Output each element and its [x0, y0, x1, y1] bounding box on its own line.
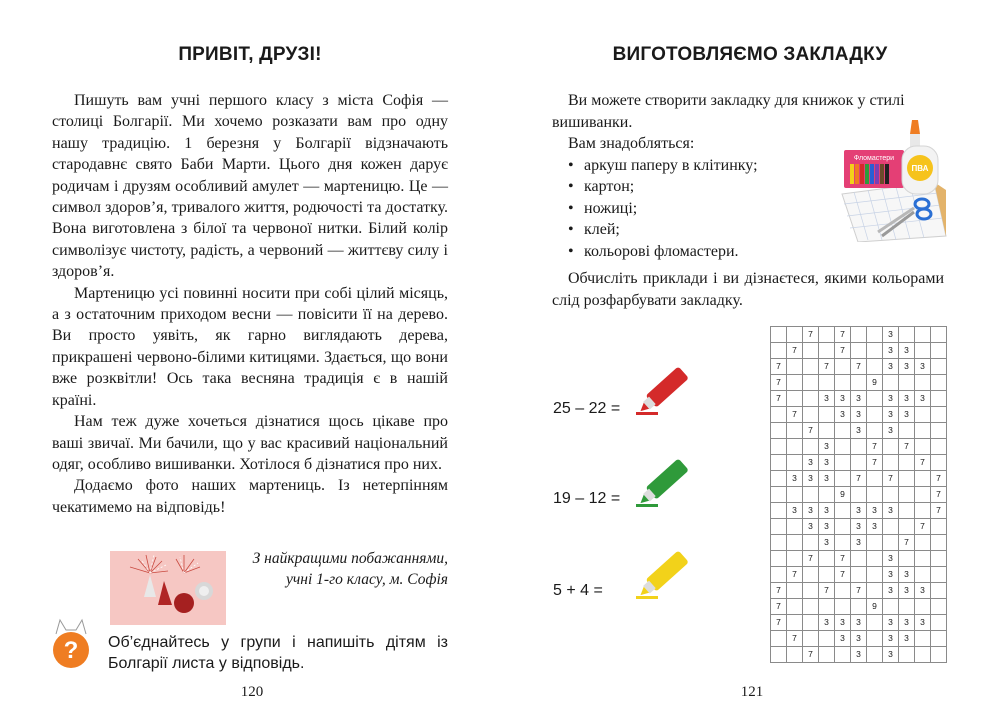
grid-cell: 7	[867, 439, 883, 455]
grid-cell: 3	[883, 631, 899, 647]
page-number: 121	[740, 684, 764, 700]
grid-cell	[771, 487, 787, 503]
grid-cell	[819, 631, 835, 647]
list-item: • картон;	[568, 178, 635, 195]
grid-cell	[931, 439, 947, 455]
grid-row	[771, 535, 947, 551]
grid-cell	[867, 343, 883, 359]
grid-cell: 3	[851, 535, 867, 551]
needs-label: Вам знадобляться:	[568, 135, 695, 152]
grid-cell: 3	[835, 407, 851, 423]
grid-cell	[931, 519, 947, 535]
grid-cell	[819, 487, 835, 503]
grid-cell	[835, 423, 851, 439]
grid-cell: 3	[835, 631, 851, 647]
grid-cell: 3	[835, 391, 851, 407]
grid-cell	[931, 567, 947, 583]
signature-line: учні 1-го класу, м. Софія	[286, 571, 448, 588]
grid-cell	[787, 519, 803, 535]
grid-cell	[787, 583, 803, 599]
grid-cell: 7	[771, 583, 787, 599]
equation: 19 – 12 =	[553, 490, 621, 507]
list-item: • клей;	[568, 221, 620, 238]
grid-cell	[915, 551, 931, 567]
grid-cell: 3	[915, 583, 931, 599]
grid-cell: 3	[883, 583, 899, 599]
grid-cell	[899, 519, 915, 535]
grid-cell	[915, 647, 931, 663]
grid-cell	[835, 647, 851, 663]
grid-cell: 3	[819, 535, 835, 551]
grid-cell	[851, 487, 867, 503]
grid-row	[771, 631, 947, 647]
grid-cell	[931, 375, 947, 391]
grid-cell: 3	[915, 615, 931, 631]
grid-cell	[819, 375, 835, 391]
grid-row	[771, 583, 947, 599]
grid-cell: 7	[931, 471, 947, 487]
grid-cell: 3	[899, 359, 915, 375]
grid-cell: 3	[883, 503, 899, 519]
grid-cell: 7	[851, 359, 867, 375]
grid-cell: 7	[899, 439, 915, 455]
grid-cell	[915, 439, 931, 455]
grid-cell: 7	[819, 359, 835, 375]
grid-cell	[835, 359, 851, 375]
grid-cell	[803, 343, 819, 359]
grid-cell	[867, 391, 883, 407]
grid-cell: 9	[835, 487, 851, 503]
grid-row	[771, 567, 947, 583]
grid-cell	[899, 599, 915, 615]
grid-cell	[899, 503, 915, 519]
glue-label: ПВА	[911, 164, 929, 173]
grid-cell: 3	[883, 423, 899, 439]
grid-cell	[803, 487, 819, 503]
grid-cell	[787, 359, 803, 375]
grid-cell	[787, 487, 803, 503]
grid-row	[771, 423, 947, 439]
grid-cell: 3	[819, 455, 835, 471]
grid-cell	[771, 535, 787, 551]
grid-cell: 3	[803, 471, 819, 487]
grid-cell: 3	[819, 391, 835, 407]
grid-cell	[931, 647, 947, 663]
grid-cell	[787, 327, 803, 343]
grid-row	[771, 439, 947, 455]
grid-cell: 3	[899, 615, 915, 631]
grid-cell: 7	[803, 423, 819, 439]
svg-text:?: ?	[63, 637, 79, 664]
grid-cell	[899, 551, 915, 567]
grid-cell: 9	[867, 375, 883, 391]
grid-cell	[803, 375, 819, 391]
grid-cell: 7	[883, 471, 899, 487]
grid-row	[771, 455, 947, 471]
grid-cell	[867, 583, 883, 599]
grid-cell: 3	[883, 343, 899, 359]
grid-cell	[915, 327, 931, 343]
grid-cell	[771, 343, 787, 359]
grid-cell	[771, 407, 787, 423]
grid-cell: 7	[931, 503, 947, 519]
grid-cell	[899, 487, 915, 503]
grid-cell	[899, 647, 915, 663]
grid-cell	[867, 471, 883, 487]
grid-cell: 3	[787, 471, 803, 487]
grid-cell: 3	[803, 503, 819, 519]
grid-cell: 3	[851, 647, 867, 663]
grid-cell	[819, 567, 835, 583]
grid-cell	[771, 631, 787, 647]
letter-paragraph: Додаємо фото наших мартениць. Із нетерпінням чекатимемо на відповідь!	[52, 477, 448, 516]
grid-cell	[931, 583, 947, 599]
grid-cell	[851, 599, 867, 615]
grid-cell: 7	[915, 519, 931, 535]
question-mascot-icon	[48, 614, 94, 670]
grid-cell	[819, 343, 835, 359]
grid-cell: 7	[915, 455, 931, 471]
grid-cell: 7	[835, 567, 851, 583]
grid-cell: 7	[803, 647, 819, 663]
grid-cell	[771, 327, 787, 343]
grid-cell	[851, 343, 867, 359]
grid-cell	[771, 455, 787, 471]
grid-cell: 3	[787, 503, 803, 519]
grid-cell: 7	[835, 343, 851, 359]
bookmark-grid	[770, 326, 947, 663]
grid-cell	[835, 455, 851, 471]
letter-paragraph: Мартеницю усі повинні носити при собі цілий місяць, а з остаточним приходом весни — повісити її на дерево. Ви просто уявіть, як гарно виглядають дерева, прикрашені червоно-білими китицями. Здається, що вони вже розквітли! Ось така весняна традиція є в нашій країні.	[52, 284, 448, 409]
grid-cell: 3	[883, 327, 899, 343]
grid-cell	[931, 631, 947, 647]
intro-text: Ви можете створити закладку для книжок у стилі вишиванки.	[552, 92, 905, 131]
grid-cell: 3	[899, 583, 915, 599]
grid-cell: 3	[883, 391, 899, 407]
grid-cell	[883, 455, 899, 471]
grid-cell	[931, 407, 947, 423]
grid-cell: 3	[899, 567, 915, 583]
grid-cell	[771, 551, 787, 567]
grid-cell	[771, 439, 787, 455]
grid-cell: 3	[899, 391, 915, 407]
grid-cell	[819, 407, 835, 423]
martenitsa-photo	[110, 551, 226, 625]
grid-row	[771, 487, 947, 503]
grid-cell	[931, 615, 947, 631]
grid-cell: 3	[883, 567, 899, 583]
grid-row	[771, 503, 947, 519]
grid-row	[771, 407, 947, 423]
grid-cell: 7	[851, 583, 867, 599]
grid-cell	[787, 615, 803, 631]
grid-cell: 3	[883, 647, 899, 663]
grid-cell	[867, 423, 883, 439]
grid-cell	[883, 487, 899, 503]
grid-cell: 9	[867, 599, 883, 615]
grid-cell	[915, 535, 931, 551]
grid-cell	[835, 471, 851, 487]
grid-cell: 7	[819, 583, 835, 599]
grid-cell: 3	[851, 503, 867, 519]
grid-cell: 7	[803, 551, 819, 567]
grid-cell	[835, 599, 851, 615]
grid-row	[771, 359, 947, 375]
grid-row	[771, 327, 947, 343]
grid-cell	[931, 599, 947, 615]
grid-cell	[851, 551, 867, 567]
grid-cell: 3	[899, 631, 915, 647]
grid-cell: 3	[819, 439, 835, 455]
grid-cell	[899, 455, 915, 471]
left-page-title: ПРИВІТ, ДРУЗІ!	[178, 44, 322, 65]
grid-cell: 3	[819, 615, 835, 631]
grid-cell: 7	[787, 631, 803, 647]
grid-row	[771, 375, 947, 391]
grid-cell	[851, 439, 867, 455]
grid-cell	[851, 455, 867, 471]
grid-cell	[867, 631, 883, 647]
grid-cell: 3	[899, 343, 915, 359]
grid-cell	[899, 471, 915, 487]
grid-cell	[883, 535, 899, 551]
grid-cell	[915, 567, 931, 583]
grid-cell: 7	[899, 535, 915, 551]
page-number: 120	[240, 684, 264, 700]
grid-cell: 3	[835, 615, 851, 631]
list-item: • ножиці;	[568, 199, 638, 217]
grid-cell	[915, 343, 931, 359]
grid-cell	[915, 631, 931, 647]
grid-cell	[819, 599, 835, 615]
task-text: Об’єднайтесь у групи і напишіть дітям із Болгарії листа у відповідь.	[108, 634, 448, 672]
grid-cell: 7	[867, 455, 883, 471]
signature-line: З найкращими побажаннями,	[252, 550, 448, 567]
grid-cell: 3	[851, 423, 867, 439]
grid-cell: 3	[819, 471, 835, 487]
grid-cell: 7	[851, 471, 867, 487]
grid-cell: 3	[883, 615, 899, 631]
grid-cell	[787, 375, 803, 391]
grid-cell	[835, 375, 851, 391]
grid-cell	[835, 583, 851, 599]
grid-cell	[883, 599, 899, 615]
grid-cell	[771, 519, 787, 535]
grid-cell: 3	[803, 455, 819, 471]
grid-cell	[787, 391, 803, 407]
grid-cell	[803, 583, 819, 599]
grid-cell: 7	[771, 615, 787, 631]
grid-cell: 3	[803, 519, 819, 535]
grid-cell	[819, 423, 835, 439]
grid-row	[771, 647, 947, 663]
grid-cell	[803, 359, 819, 375]
grid-cell: 3	[851, 615, 867, 631]
grid-cell: 7	[931, 487, 947, 503]
grid-cell: 7	[835, 551, 851, 567]
grid-cell	[787, 599, 803, 615]
grid-cell	[867, 407, 883, 423]
grid-cell: 3	[819, 503, 835, 519]
grid-cell	[867, 535, 883, 551]
grid-cell: 3	[883, 551, 899, 567]
grid-cell	[931, 343, 947, 359]
grid-cell: 3	[819, 519, 835, 535]
grid-cell: 3	[851, 407, 867, 423]
grid-cell	[803, 631, 819, 647]
markers-box-label: Фломастери	[853, 155, 895, 162]
letter-paragraph: Пишуть вам учні першого класу з міста Софія — столиці Болгарії. Ми хочемо розказати вам про одну нашу традицію. 1 березня у Болгарії відзначають стародавнє свято Баби Марти. Цього дня кожен дарує родичам і друзям особливий амулет — мартеницю. Це — символ здоров’я, тривалого життя, родючості та достатку. Вона виготовлена з білої та червоної нитки. Білий колір символізує чистоту, радість, а червоний — життєву силу і здоров’я.	[52, 92, 448, 281]
grid-cell: 7	[771, 391, 787, 407]
grid-cell: 3	[851, 519, 867, 535]
grid-cell: 3	[867, 503, 883, 519]
grid-cell	[899, 375, 915, 391]
grid-cell	[915, 423, 931, 439]
grid-cell	[867, 615, 883, 631]
grid-cell: 3	[851, 631, 867, 647]
grid-cell: 7	[803, 327, 819, 343]
grid-row	[771, 471, 947, 487]
grid-cell: 3	[851, 391, 867, 407]
grid-cell: 7	[787, 567, 803, 583]
grid-cell	[771, 647, 787, 663]
grid-cell	[787, 647, 803, 663]
grid-cell	[931, 455, 947, 471]
equation: 25 – 22 =	[553, 400, 621, 417]
grid-cell	[915, 503, 931, 519]
grid-cell	[915, 471, 931, 487]
red-marker-icon	[630, 358, 700, 420]
grid-cell: 3	[883, 359, 899, 375]
grid-cell	[915, 487, 931, 503]
grid-cell	[771, 503, 787, 519]
grid-cell	[915, 599, 931, 615]
grid-cell	[803, 615, 819, 631]
grid-cell	[835, 519, 851, 535]
grid-cell	[787, 455, 803, 471]
grid-cell	[931, 359, 947, 375]
grid-cell	[867, 327, 883, 343]
equation: 5 + 4 =	[553, 582, 603, 599]
grid-cell	[771, 471, 787, 487]
yellow-marker-icon	[630, 542, 700, 604]
grid-cell: 3	[867, 519, 883, 535]
grid-cell	[915, 407, 931, 423]
grid-cell	[931, 551, 947, 567]
grid-cell	[787, 535, 803, 551]
green-marker-icon	[630, 450, 700, 512]
grid-cell	[803, 439, 819, 455]
grid-cell	[899, 327, 915, 343]
grid-cell	[883, 519, 899, 535]
grid-cell: 3	[899, 407, 915, 423]
grid-row	[771, 519, 947, 535]
grid-cell	[931, 327, 947, 343]
grid-cell: 7	[835, 327, 851, 343]
grid-cell	[867, 567, 883, 583]
grid-cell	[803, 407, 819, 423]
grid-cell	[787, 439, 803, 455]
grid-cell	[931, 535, 947, 551]
grid-cell	[835, 439, 851, 455]
letter-paragraph: Нам теж дуже хочеться дізнатися щось цікаве про ваші звичаї. Ми бачили, що у вас красивий національний одяг, особливо вишиванки. Хотілося б дізнатися про них.	[52, 413, 448, 473]
grid-cell	[787, 423, 803, 439]
grid-cell	[851, 327, 867, 343]
grid-cell: 7	[787, 407, 803, 423]
grid-cell: 3	[915, 359, 931, 375]
grid-cell	[771, 423, 787, 439]
grid-row	[771, 551, 947, 567]
grid-cell	[819, 551, 835, 567]
grid-row	[771, 391, 947, 407]
grid-cell: 3	[883, 407, 899, 423]
grid-cell	[803, 599, 819, 615]
grid-cell	[931, 423, 947, 439]
list-item: • кольорові фломастери.	[568, 242, 739, 260]
grid-cell	[883, 375, 899, 391]
list-item: • аркуш паперу в клітинку;	[568, 156, 758, 174]
grid-cell: 7	[771, 359, 787, 375]
grid-cell	[851, 375, 867, 391]
grid-cell: 3	[915, 391, 931, 407]
grid-cell	[835, 535, 851, 551]
grid-row	[771, 615, 947, 631]
grid-row	[771, 599, 947, 615]
grid-cell	[803, 567, 819, 583]
grid-cell: 7	[771, 599, 787, 615]
grid-cell	[771, 567, 787, 583]
grid-cell	[867, 551, 883, 567]
grid-row	[771, 343, 947, 359]
right-page-title: ВИГОТОВЛЯЄМО ЗАКЛАДКУ	[612, 44, 888, 65]
grid-cell: 7	[771, 375, 787, 391]
signature	[220, 548, 448, 590]
grid-cell	[803, 391, 819, 407]
grid-cell	[931, 391, 947, 407]
craft-supplies-illustration	[838, 120, 948, 242]
grid-cell	[915, 375, 931, 391]
grid-cell	[867, 359, 883, 375]
grid-cell: 7	[787, 343, 803, 359]
grid-cell	[819, 647, 835, 663]
grid-cell	[851, 567, 867, 583]
grid-cell	[819, 327, 835, 343]
grid-cell	[787, 551, 803, 567]
grid-cell	[835, 503, 851, 519]
grid-cell	[867, 487, 883, 503]
grid-cell	[803, 535, 819, 551]
letter-text	[52, 90, 448, 518]
grid-cell	[899, 423, 915, 439]
grid-cell	[867, 647, 883, 663]
grid-cell	[883, 439, 899, 455]
instruction-text: Обчисліть приклади і ви дізнаєтеся, якими кольорами слід розфарбувати закладку.	[552, 270, 944, 309]
